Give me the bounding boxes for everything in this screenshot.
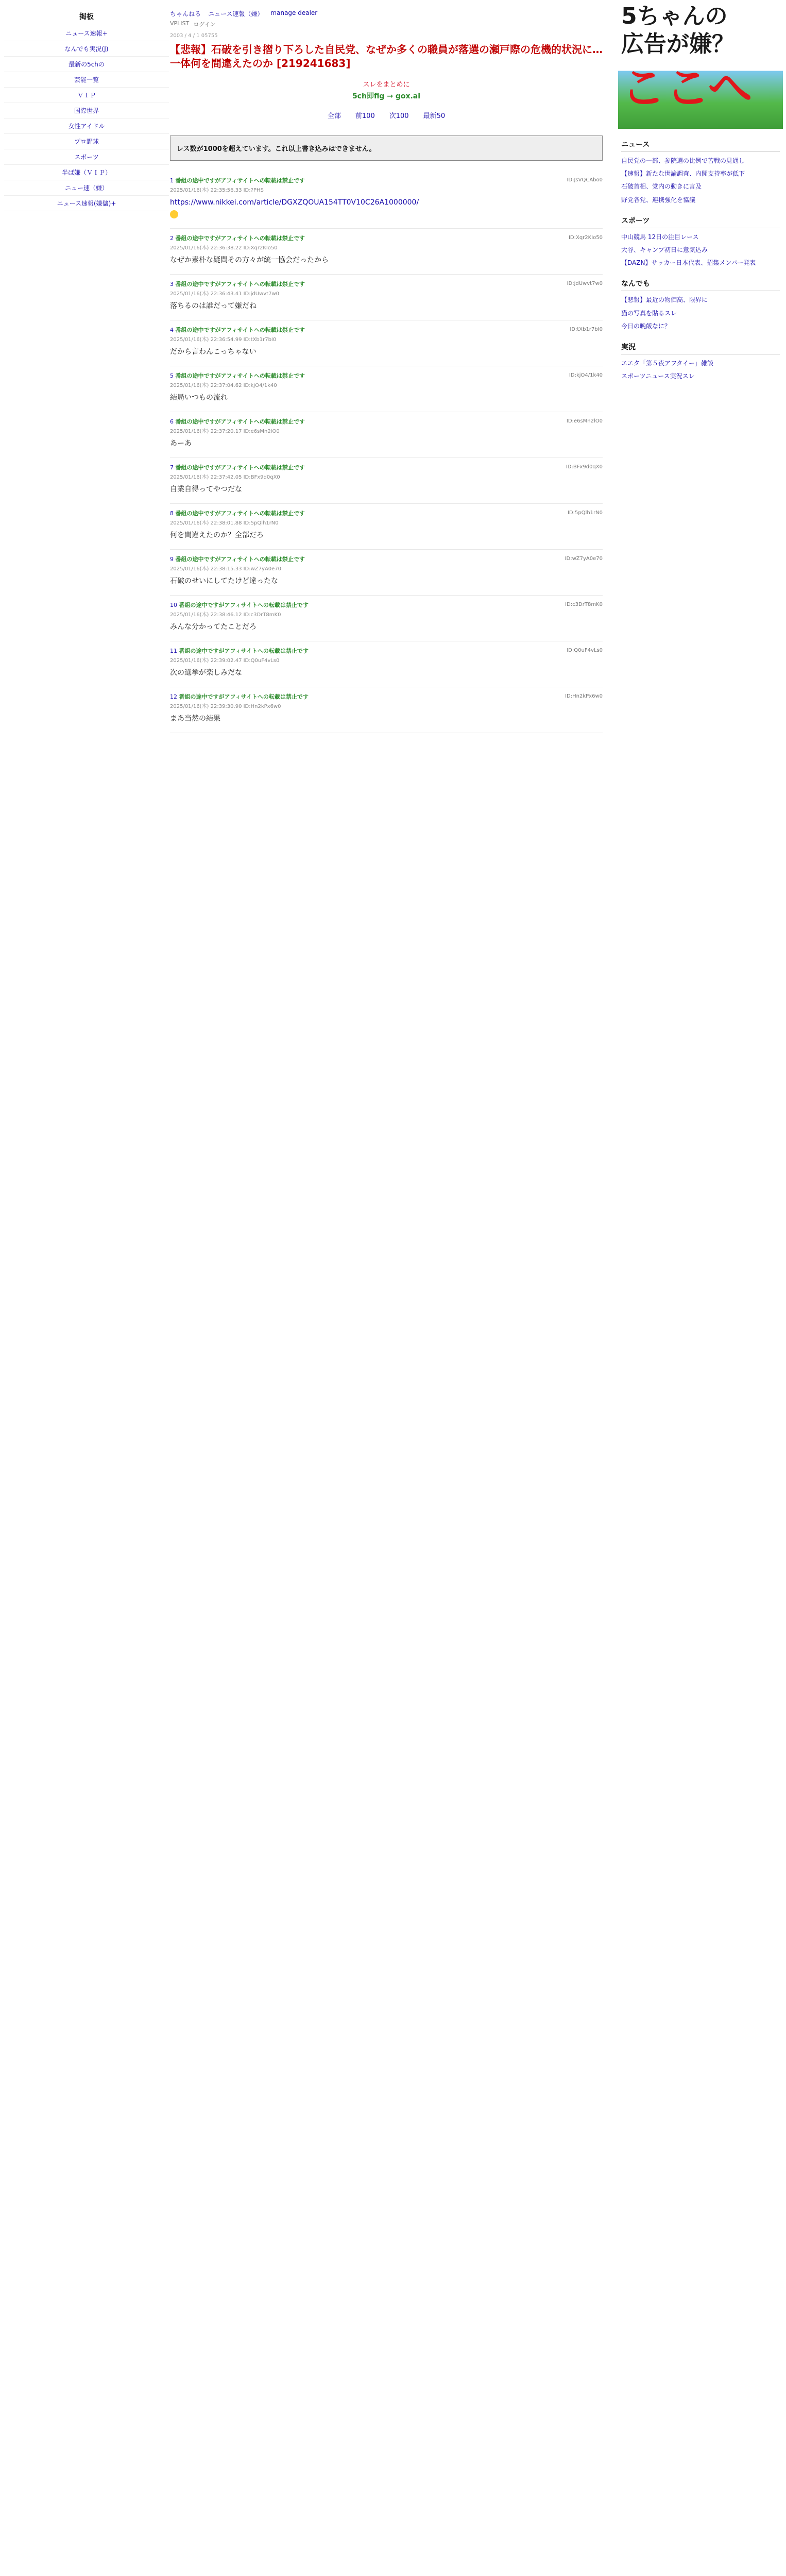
post-header xyxy=(170,371,603,380)
post-id: ID:c3DrT8mK0 xyxy=(565,602,603,607)
post-id: ID:5pQlh1rN0 xyxy=(567,510,603,516)
post-number[interactable]: 4 xyxy=(170,327,174,333)
post-author: 番組の途中ですがアフィサイトへの転載は禁止です xyxy=(175,235,305,242)
post-body: 次の選挙が楽しみだな xyxy=(170,669,242,677)
post-side xyxy=(565,555,603,562)
post-meta: 2025/01/16(木) 22:36:54.99 ID:tXb1r7bI0 xyxy=(170,337,277,343)
post-id: ID:Xqr2KIo50 xyxy=(568,235,603,241)
post-side xyxy=(566,463,603,470)
post xyxy=(170,412,603,458)
post-side xyxy=(569,234,603,241)
post-number[interactable]: 7 xyxy=(170,464,174,471)
post-header xyxy=(170,417,603,426)
post-author: 番組の途中ですがアフィサイトへの転載は禁止です xyxy=(175,372,305,379)
post-side xyxy=(565,692,603,699)
right-section-heading: 実況 xyxy=(621,342,780,354)
right-section-link[interactable]: 今日の晩飯なに？ xyxy=(621,322,671,330)
post-id: ID:Q0uF4vLs0 xyxy=(567,648,603,653)
post-meta: 2025/01/16(木) 22:36:38.22 ID:Xqr2KIo50 xyxy=(170,245,278,251)
post xyxy=(170,687,603,733)
post-id: ID:kjO4/1k40 xyxy=(569,372,603,378)
right-section-link[interactable]: 中山競馬 12日の注目レース xyxy=(621,233,699,241)
post-body: なぜか素朴な疑問その方々が統一協会だったから xyxy=(170,256,329,264)
ad-link[interactable]: 5ch即fig → gox.ai xyxy=(352,92,421,100)
right-section xyxy=(618,278,783,331)
post-header xyxy=(170,509,603,517)
limit-notice: レス数が1000を超えています。これ以上書き込みはできません。 xyxy=(170,135,603,161)
banner-big-text: ここへ xyxy=(621,62,753,114)
post-number[interactable]: 9 xyxy=(170,556,174,563)
right-section-link[interactable]: 【悲報】最近の物価高、限界に xyxy=(621,296,708,304)
post-author: 番組の途中ですがアフィサイトへの転載は禁止です xyxy=(175,177,305,184)
post-meta: 2025/01/16(木) 22:38:46.12 ID:c3DrT8mK0 xyxy=(170,612,281,618)
nav-all[interactable]: 全部 xyxy=(327,112,341,120)
right-section-link[interactable]: 自民党の一部、参院選の比例で苦戦の見通し xyxy=(621,157,745,164)
right-section-link[interactable]: スポーツニュース実況スレ xyxy=(621,372,695,380)
sidebar-item[interactable]: なんでも実況(J) xyxy=(4,41,169,57)
post-number[interactable]: 12 xyxy=(170,693,177,700)
nav-prev100[interactable]: 前100 xyxy=(355,112,375,120)
banner-line2: 広告が嫌？ xyxy=(621,31,734,57)
post-body: だから言わんこっちゃない xyxy=(170,348,257,356)
post-id: ID:BFx9d0qX0 xyxy=(566,464,603,470)
post xyxy=(170,596,603,641)
post-meta: 2025/01/16(木) 22:36:43.41 ID:jdUwvt7w0 xyxy=(170,291,279,297)
post xyxy=(170,171,603,229)
view-counter: 2003 / 4 / 1 05755 xyxy=(170,33,218,39)
post-id: ID:e6sMn2lO0 xyxy=(566,418,603,424)
post-number[interactable]: 5 xyxy=(170,372,174,379)
login-link[interactable]: ログイン xyxy=(193,21,216,28)
post-author: 番組の途中ですがアフィサイトへの転載は禁止です xyxy=(175,464,305,471)
right-section-link[interactable]: 野党各党、連携強化を協議 xyxy=(621,196,696,204)
thread-title: 【悲報】石破を引き摺り下ろした自民党、なぜか多くの職員が落選の瀬戸際の危機的状況に…一体何を間違えたのか [219241683] xyxy=(170,43,603,70)
post-meta: 2025/01/16(木) 22:39:02.47 ID:Q0uF4vLs0 xyxy=(170,658,280,664)
post xyxy=(170,641,603,687)
right-column xyxy=(618,0,783,384)
post-header xyxy=(170,176,603,184)
nav-next100[interactable]: 次100 xyxy=(389,112,409,120)
post-side xyxy=(570,326,603,332)
sidebar-item[interactable]: プロ野球 xyxy=(4,134,169,149)
right-section-link[interactable]: 猫の写真を貼るスレ xyxy=(621,309,677,317)
post-author: 番組の途中ですがアフィサイトへの転載は禁止です xyxy=(175,556,305,563)
thread-main xyxy=(170,9,603,733)
post-meta: 2025/01/16(木) 22:38:15.33 ID:wZ7yA0e70 xyxy=(170,566,282,572)
post xyxy=(170,320,603,366)
post-number[interactable]: 11 xyxy=(170,648,177,654)
post-number[interactable]: 1 xyxy=(170,177,174,184)
right-section-heading: ニュース xyxy=(621,139,780,152)
post-side xyxy=(567,176,603,183)
post-number[interactable]: 6 xyxy=(170,418,174,425)
post-side xyxy=(567,417,603,424)
sub-bar xyxy=(170,20,603,28)
post-body: 落ちるのは誰だって嫌だね xyxy=(170,302,257,310)
ad-text: スレをまとめに xyxy=(363,81,410,89)
post-body: あーあ xyxy=(170,439,192,448)
post-author: 番組の途中ですがアフィサイトへの転載は禁止です xyxy=(175,418,305,425)
right-section-link[interactable]: エエタ「第５夜アフタイー」雑談 xyxy=(621,359,713,367)
post xyxy=(170,550,603,596)
sidebar-item[interactable]: ニュース速報(嫌儲)+ xyxy=(4,196,169,211)
breadcrumb-board[interactable]: ニュース速報（嫌） xyxy=(208,10,264,18)
post-header xyxy=(170,647,603,655)
sidebar-item[interactable]: 国際世界 xyxy=(4,103,169,118)
sidebar-item[interactable]: 芸能一覧 xyxy=(4,72,169,88)
right-section xyxy=(618,215,783,268)
post-side xyxy=(567,647,603,653)
right-section-link[interactable]: 石破首相、党内の動きに言及 xyxy=(621,183,702,191)
post-id: ID:jdUwvt7w0 xyxy=(567,281,603,286)
sidebar-item[interactable]: ニュー速（嫌） xyxy=(4,180,169,196)
post-body: みんな分かってたことだろ xyxy=(170,623,257,631)
post xyxy=(170,458,603,504)
post xyxy=(170,275,603,320)
post-author: 番組の途中ですがアフィサイトへの転載は禁止です xyxy=(179,693,309,700)
post-body: 何を間違えたのか？全部だろ xyxy=(170,531,264,539)
sidebar-list xyxy=(4,26,169,211)
post-header xyxy=(170,555,603,563)
sidebar-title: 掲板 xyxy=(79,13,94,21)
right-sections xyxy=(618,139,783,381)
sidebar-item[interactable]: 最新の5chの xyxy=(4,57,169,72)
post-author: 番組の途中ですがアフィサイトへの転載は禁止です xyxy=(175,281,305,287)
post-meta: 2025/01/16(木) 22:37:04.62 ID:kjO4/1k40 xyxy=(170,383,277,388)
post-side xyxy=(565,601,603,607)
post-author: 番組の途中ですがアフィサイトへの転載は禁止です xyxy=(175,510,305,517)
right-section xyxy=(618,342,783,381)
post-body: 石破のせいにしてたけど違ったな xyxy=(170,577,278,585)
post-meta: 2025/01/16(木) 22:39:30.90 ID:Hn2kPx6w0 xyxy=(170,704,281,709)
banner-line1: 5ちゃんの xyxy=(621,3,728,29)
post-id: ID:JsVQCAbo0 xyxy=(567,177,603,183)
post-number[interactable]: 3 xyxy=(170,281,174,287)
sidebar xyxy=(4,9,169,211)
post-side xyxy=(567,280,603,286)
nav-latest50[interactable]: 最新50 xyxy=(423,112,446,120)
post-header xyxy=(170,280,603,288)
post-author: 番組の途中ですがアフィサイトへの転載は禁止です xyxy=(179,602,309,608)
post-author: 番組の途中ですがアフィサイトへの転載は禁止です xyxy=(179,648,309,654)
post-number[interactable]: 8 xyxy=(170,510,174,517)
post-meta: 2025/01/16(木) 22:37:20.17 ID:e6sMn2lO0 xyxy=(170,429,280,434)
right-section-link[interactable]: 【DAZN】サッカー日本代表、招集メンバー発表 xyxy=(621,259,756,267)
post-id: ID:wZ7yA0e70 xyxy=(565,556,603,562)
post xyxy=(170,229,603,275)
top-bar xyxy=(170,9,603,18)
post-meta: 2025/01/16(木) 22:38:01.88 ID:5pQlh1rN0 xyxy=(170,520,279,526)
sidebar-item[interactable]: ＶＩＰ xyxy=(4,88,169,103)
post-header xyxy=(170,326,603,334)
post-meta: 2025/01/16(木) 22:35:56.33 ID:?PHS xyxy=(170,188,264,193)
post-side xyxy=(569,371,603,378)
post-list xyxy=(170,171,603,733)
post-header xyxy=(170,463,603,471)
site-label-link[interactable]: ちゃんねる xyxy=(170,10,201,18)
sidebar-item[interactable]: 女性アイドル xyxy=(4,118,169,134)
breadcrumb-dealer[interactable]: manage dealer xyxy=(270,9,318,16)
post-number[interactable]: 2 xyxy=(170,235,174,242)
right-section-heading: なんでも xyxy=(621,278,780,291)
post-id: ID:tXb1r7bI0 xyxy=(570,327,603,332)
post-body: 自業自得ってやつだな xyxy=(170,485,242,494)
post-author: 番組の途中ですがアフィサイトへの転載は禁止です xyxy=(175,327,305,333)
post-body-link[interactable]: https://www.nikkei.com/article/DGXZQOUA154TT0V10C26A1000000/ xyxy=(170,198,419,207)
thread-nav xyxy=(170,110,603,120)
post-body: 結局いつもの流れ xyxy=(170,394,228,402)
vplist-link[interactable]: VPLIST xyxy=(170,20,190,27)
right-section-link[interactable]: 【速報】新たな世論調査、内閣支持率が低下 xyxy=(621,170,745,178)
post xyxy=(170,504,603,550)
sidebar-item[interactable]: 半ば嫌（ＶＩＰ） xyxy=(4,165,169,180)
right-section-link[interactable]: 大谷、キャンプ初日に意気込み xyxy=(621,246,708,253)
post xyxy=(170,366,603,412)
sidebar-item[interactable]: スポーツ xyxy=(4,149,169,165)
post-header xyxy=(170,692,603,701)
smiley-icon xyxy=(170,210,178,218)
right-section-heading: スポーツ xyxy=(621,215,780,228)
ad-banner[interactable] xyxy=(618,0,783,129)
post-number[interactable]: 10 xyxy=(170,602,177,608)
post-meta: 2025/01/16(木) 22:37:42.05 ID:BFx9d0qX0 xyxy=(170,474,280,480)
sidebar-item[interactable]: ニュース速報+ xyxy=(4,26,169,41)
post-id: ID:Hn2kPx6w0 xyxy=(565,693,603,699)
right-section xyxy=(618,139,783,205)
post-body: まあ当然の結果 xyxy=(170,715,220,723)
post-side xyxy=(568,509,603,516)
post-header xyxy=(170,234,603,242)
post-header xyxy=(170,601,603,609)
